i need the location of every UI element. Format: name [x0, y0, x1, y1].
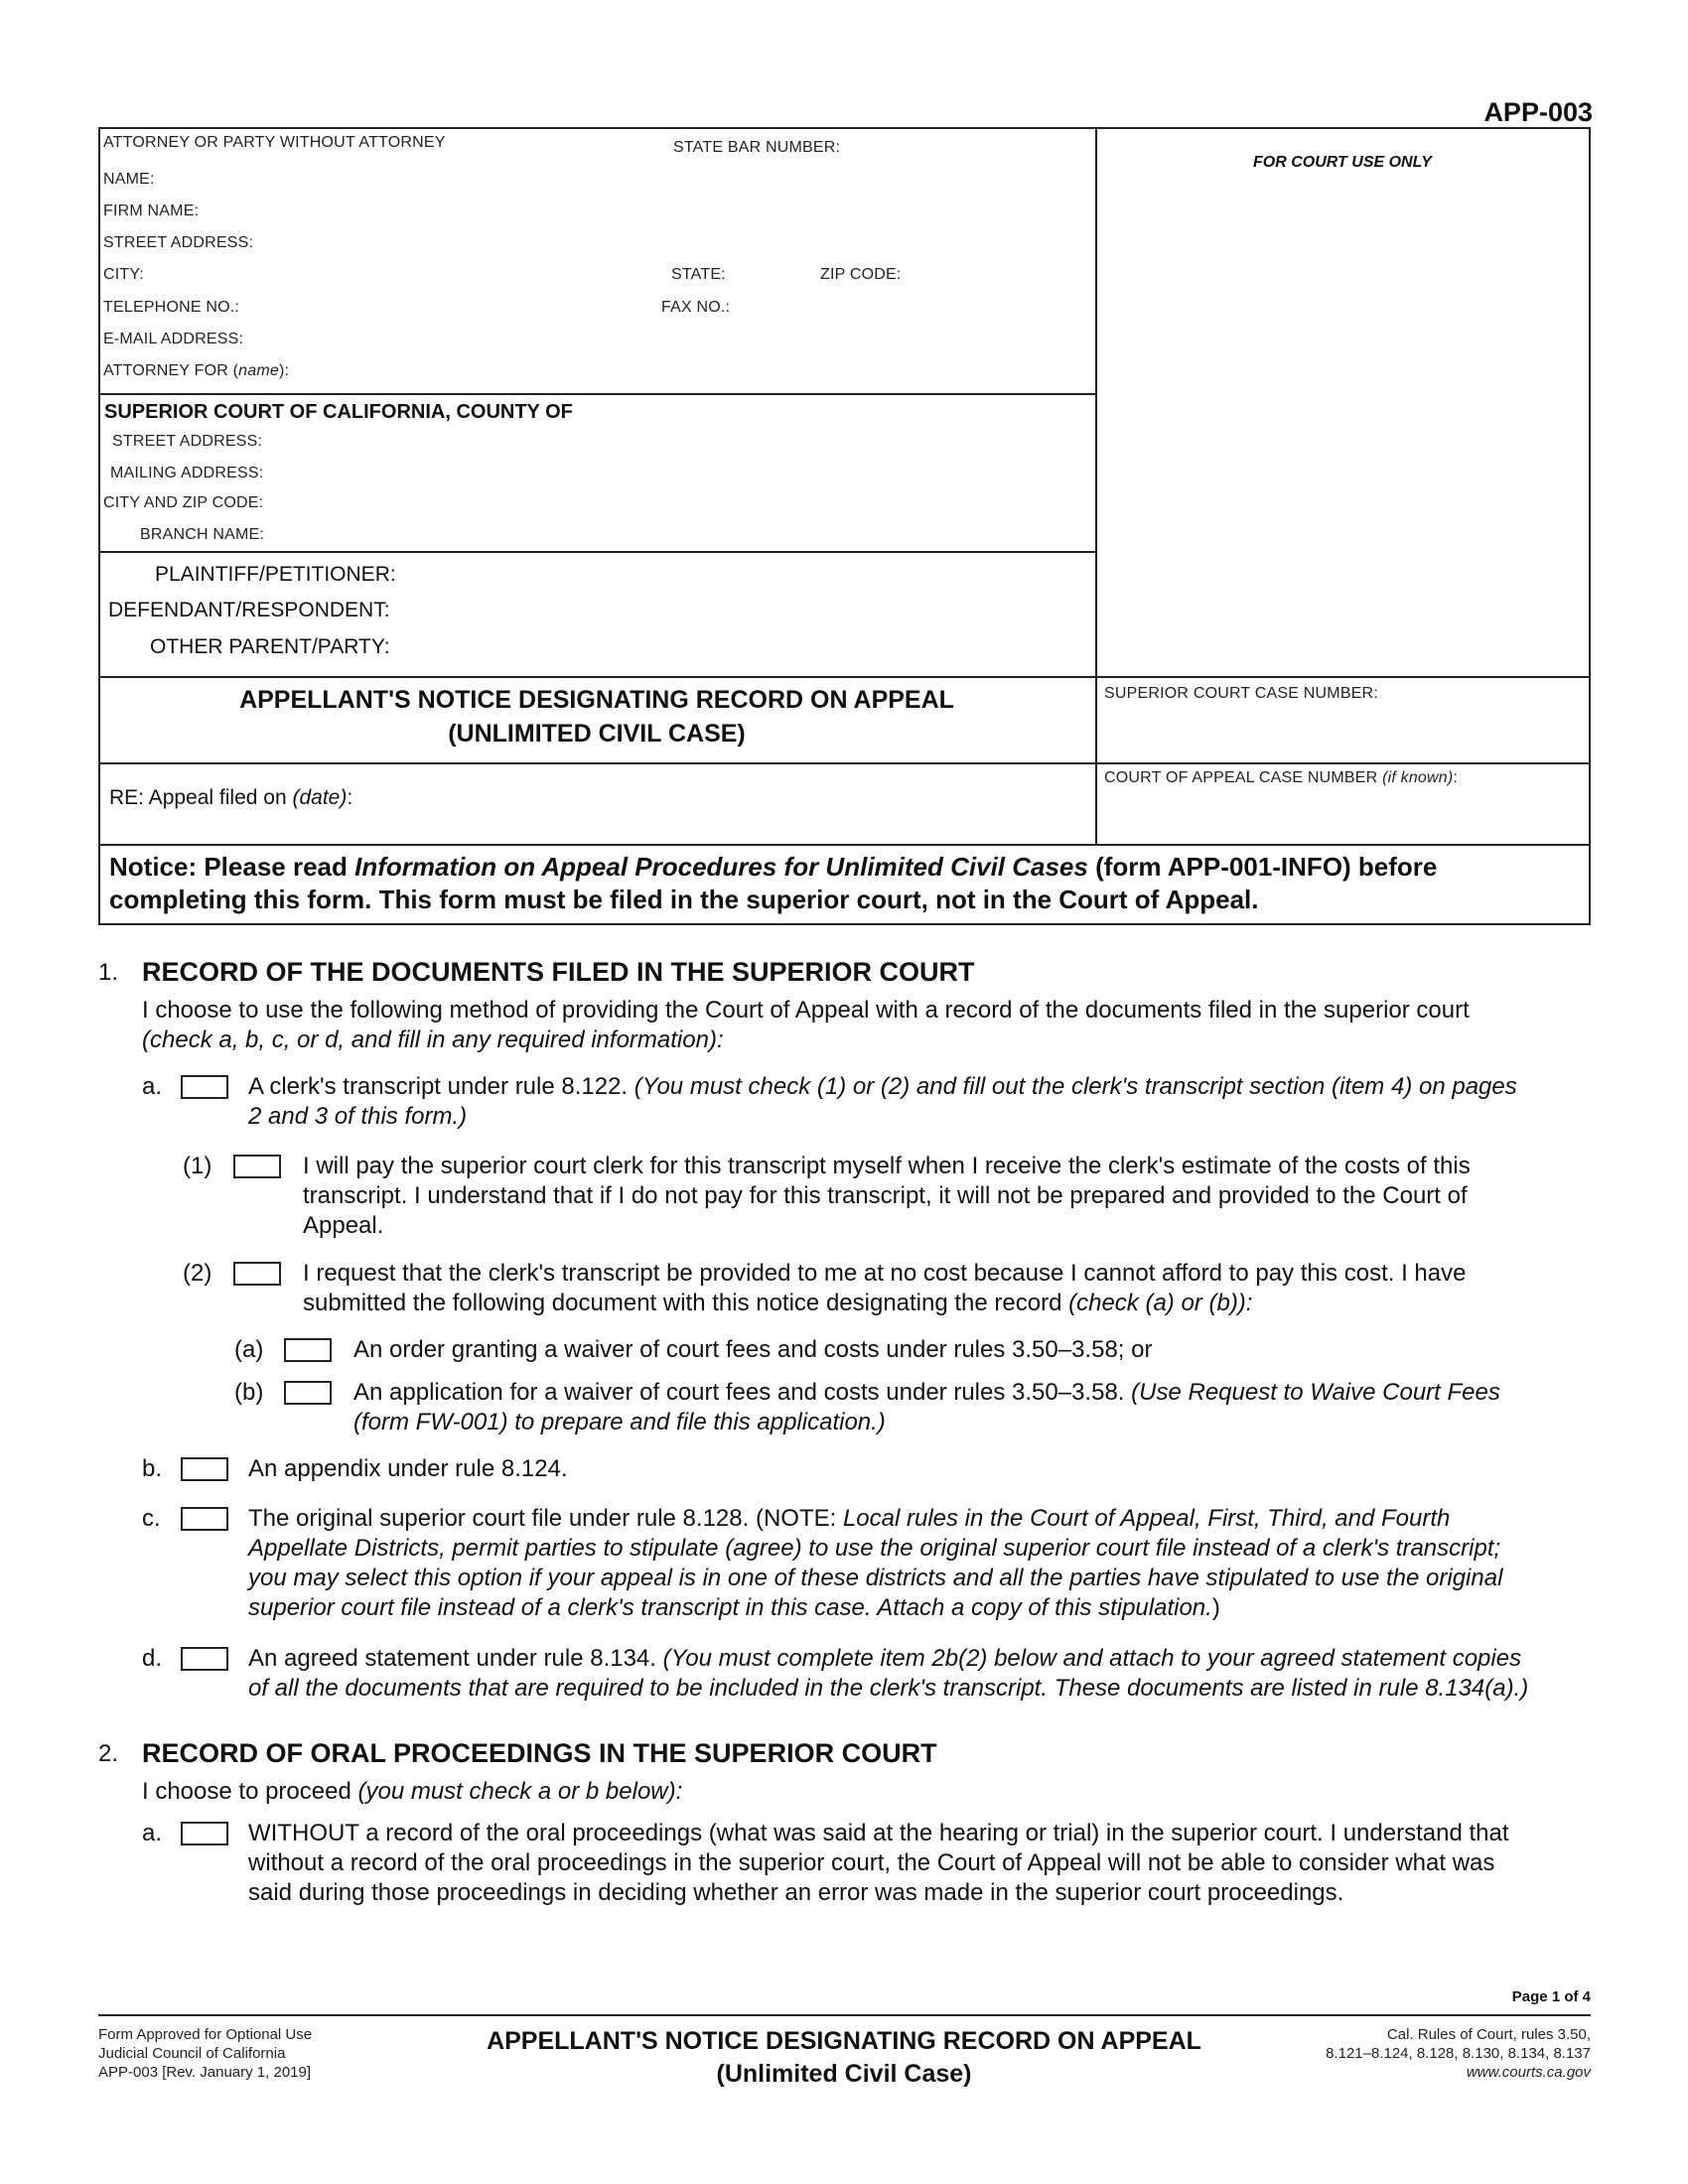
- court-branch-label: BRANCH NAME:: [140, 526, 265, 543]
- item-1a2b-label: (b): [234, 1379, 264, 1406]
- superior-case-number-label: SUPERIOR COURT CASE NUMBER:: [1104, 685, 1378, 702]
- defendant-label: DEFENDANT/RESPONDENT:: [108, 599, 390, 621]
- footer-rule: [98, 2014, 1591, 2016]
- court-mailing-label: MAILING ADDRESS:: [110, 465, 264, 481]
- appeal-case-number-label: COURT OF APPEAL CASE NUMBER (if known):: [1104, 769, 1459, 786]
- footer-right: Cal. Rules of Court, rules 3.50, 8.121–8.124, 8.128, 8.130, 8.134, 8.137 www.courts.ca.gov: [1326, 2026, 1591, 2081]
- section1-intro: I choose to use the following method of providing the Court of Appeal with a record of the documents filed in the superior court (check a, b, c, or d, and fill in any required information):: [142, 997, 1470, 1053]
- item-1a2a-label: (a): [234, 1336, 264, 1363]
- item-1a2-label: (2): [183, 1260, 212, 1287]
- notice-text: Notice: Please read Information on Appeal Procedures for Unlimited Civil Cases (form APP-001-INFO) before completing this form. This form must be filed in the superior court, not in the Court of Appeal.: [109, 852, 1438, 914]
- parties-title-divider: [98, 676, 1591, 678]
- re-notice-divider: [98, 844, 1591, 846]
- footer-title: APPELLANT'S NOTICE DESIGNATING RECORD ON APPEAL (Unlimited Civil Case): [487, 2027, 1201, 2088]
- zip-label: ZIP CODE:: [820, 266, 902, 283]
- item-1a-label: a.: [142, 1073, 163, 1100]
- section1-heading: RECORD OF THE DOCUMENTS FILED IN THE SUPERIOR COURT: [142, 957, 975, 987]
- fax-label: FAX NO.:: [661, 299, 731, 316]
- checkbox-1a2a[interactable]: [284, 1338, 332, 1362]
- section2-number: 2.: [98, 1740, 119, 1767]
- name-label: NAME:: [103, 171, 155, 188]
- firm-name-label: FIRM NAME:: [103, 203, 200, 219]
- court-cityzip-label: CITY AND ZIP CODE:: [103, 494, 264, 511]
- courts-link[interactable]: www.courts.ca.gov: [1466, 2064, 1591, 2081]
- form-id: APP-003: [1483, 97, 1593, 127]
- item-1d-text: An agreed statement under rule 8.134. (You must complete item 2b(2) below and attach to your agreed statement copies of all the documents that are required to be included in the clerk's transcript. These documents are listed in rule 8.134(a).): [248, 1645, 1529, 1702]
- checkbox-2a[interactable]: [181, 1822, 228, 1845]
- court-street-label: STREET ADDRESS:: [112, 433, 263, 450]
- item-1a1-label: (1): [183, 1153, 212, 1179]
- section2-heading: RECORD OF ORAL PROCEEDINGS IN THE SUPERIOR COURT: [142, 1738, 937, 1768]
- attorney-court-divider: [98, 393, 1097, 395]
- item-2a-label: a.: [142, 1820, 163, 1846]
- item-2a-text: WITHOUT a record of the oral proceedings (what was said at the hearing or trial) in the superior court. I understand that without a record of the oral proceedings in the superior court, the Court of Appeal will not be able to consider what was said during those proceedings in deciding whether an error was made in the superior court proceedings.: [248, 1820, 1509, 1906]
- checkbox-1b[interactable]: [181, 1457, 228, 1481]
- item-1c-label: c.: [142, 1505, 161, 1532]
- section2-intro: I choose to proceed (you must check a or b below):: [142, 1778, 683, 1805]
- city-label: CITY:: [103, 266, 145, 283]
- item-1a1-text: I will pay the superior court clerk for this transcript myself when I receive the clerk's estimate of the costs of this transcript. I understand that if I do not pay for this transcript, it will not be prepared and provided to the Court of Appeal.: [303, 1153, 1471, 1239]
- footer-left: Form Approved for Optional Use Judicial Council of California APP-003 [Rev. January 1, 2019]: [98, 2026, 313, 2081]
- state-bar-label: STATE BAR NUMBER:: [673, 139, 841, 156]
- item-1b-text: An appendix under rule 8.124.: [248, 1455, 568, 1482]
- item-1a2a-text: An order granting a waiver of court fees and costs under rules 3.50–3.58; or: [353, 1336, 1153, 1363]
- checkbox-1a1[interactable]: [233, 1155, 281, 1178]
- item-1a2b-text: An application for a waiver of court fees and costs under rules 3.50–3.58. (Use Request to Waive Court Fees (form FW-001) to prepare and file this application.): [353, 1379, 1500, 1435]
- court-use-label: FOR COURT USE ONLY: [1253, 154, 1432, 171]
- item-1b-label: b.: [142, 1455, 163, 1482]
- section1-number: 1.: [98, 959, 119, 986]
- caption-divider: [1095, 127, 1097, 844]
- checkbox-1a[interactable]: [181, 1075, 228, 1099]
- court-title: SUPERIOR COURT OF CALIFORNIA, COUNTY OF: [104, 401, 573, 423]
- page-number: Page 1 of 4: [1511, 1988, 1591, 2005]
- item-1d-label: d.: [142, 1645, 163, 1672]
- checkbox-1a2[interactable]: [233, 1262, 281, 1286]
- item-1a2-text: I request that the clerk's transcript be provided to me at no cost because I cannot afford to pay this cost. I have submitted the following document with this notice designating the record (check (a) or (b)):: [303, 1260, 1467, 1316]
- checkbox-1a2b[interactable]: [284, 1381, 332, 1405]
- title-re-divider: [98, 762, 1591, 764]
- attorney-header: ATTORNEY OR PARTY WITHOUT ATTORNEY: [103, 134, 446, 151]
- form-title: APPELLANT'S NOTICE DESIGNATING RECORD ON APPEAL (UNLIMITED CIVIL CASE): [239, 686, 954, 748]
- state-label: STATE:: [671, 266, 726, 283]
- checkbox-1d[interactable]: [181, 1647, 228, 1671]
- telephone-label: TELEPHONE NO.:: [103, 299, 240, 316]
- item-1a-text: A clerk's transcript under rule 8.122. (You must check (1) or (2) and fill out the clerk's transcript section (item 4) on pages 2 and 3 of this form.): [248, 1073, 1517, 1130]
- plaintiff-label: PLAINTIFF/PETITIONER:: [155, 563, 396, 586]
- other-party-label: OTHER PARENT/PARTY:: [150, 635, 390, 658]
- email-label: E-MAIL ADDRESS:: [103, 331, 244, 347]
- attorney-for-label: ATTORNEY FOR (name):: [103, 362, 290, 379]
- court-parties-divider: [98, 551, 1097, 553]
- item-1c-text: The original superior court file under rule 8.128. (NOTE: Local rules in the Court of Appeal, First, Third, and Fourth Appellate Districts, permit parties to stipulate (agree) to use the original superior court file instead of a clerk's transcript; you may select this option if your appeal is in one of these districts and all the parties have stipulated to use the original superior court file instead of a clerk's transcript in this case. Attach a copy of this stipulation.): [248, 1505, 1503, 1621]
- street-address-label: STREET ADDRESS:: [103, 234, 254, 251]
- checkbox-1c[interactable]: [181, 1507, 228, 1531]
- appeal-filed-label: RE: Appeal filed on (date):: [109, 786, 353, 809]
